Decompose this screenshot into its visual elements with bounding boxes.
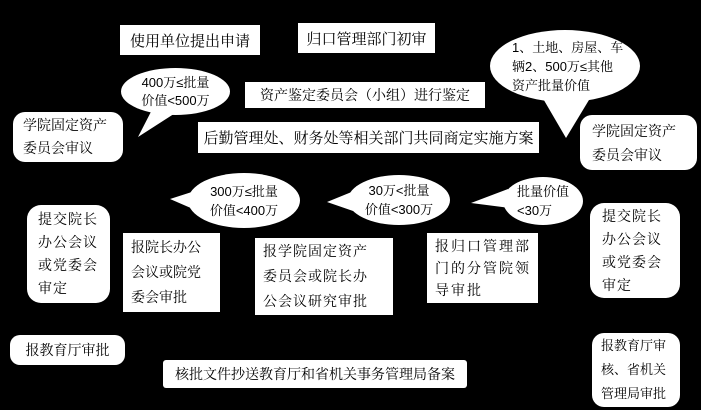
node-report-president-office-line1: 报院长办公 xyxy=(131,239,201,255)
node-education-dept-right-line1: 报教育厅审 xyxy=(601,338,667,353)
node-education-dept-right-line2: 核、省机关 xyxy=(601,362,667,377)
bubble-below-30 xyxy=(503,177,583,225)
node-report-dept-leader-line1: 报归口管理部 xyxy=(435,238,531,254)
node-report-dept-leader-line3: 导审批 xyxy=(435,282,483,298)
bubble-below-30-line2: <30万 xyxy=(517,203,553,218)
bubble-below-30-line1: 批量价值 xyxy=(517,184,570,199)
node-report-asset-committee-line3: 公会议研究审批 xyxy=(263,293,368,309)
node-committee-review-left-line1: 学院固定资产 xyxy=(23,117,107,133)
bubble-land-house-vehicle xyxy=(490,30,640,102)
node-submit-president-left-line1: 提交院长 xyxy=(38,211,98,227)
node-committee-review-right-line2: 委员会审议 xyxy=(592,146,662,163)
node-committee-review-right-line1: 学院固定资产 xyxy=(592,122,676,139)
node-apply-request-text: 使用单位提出申请 xyxy=(129,32,250,50)
node-report-asset-committee-line1: 报学院固定资产 xyxy=(263,243,368,259)
node-filing-copy-text: 核批文件抄送教育厅和省机关事务管理局备案 xyxy=(175,366,455,382)
node-report-president-office-line3: 委会审批 xyxy=(131,289,187,305)
node-initial-review-text: 归口管理部门初审 xyxy=(306,30,427,48)
bubble-range-300-400-line1: 300万≤批量 xyxy=(210,183,278,199)
node-submit-president-left-line3: 或党委会 xyxy=(38,257,98,273)
bubble-range-30-300-line2: 价值<300万 xyxy=(364,202,434,217)
node-submit-president-left-line4: 审定 xyxy=(38,280,68,296)
node-submit-president-right-line1: 提交院长 xyxy=(602,207,662,224)
node-report-asset-committee-line2: 委员会或院长办 xyxy=(263,268,368,284)
node-submit-president-right-line2: 办公会议 xyxy=(602,230,662,247)
node-education-dept-right-line3: 管理局审批 xyxy=(601,386,667,401)
bubble-range-30-300-line1: 30万<批量 xyxy=(368,183,430,198)
node-submit-president-right-line3: 或党委会 xyxy=(602,253,662,270)
node-report-president-office-line2: 会议或院党 xyxy=(131,264,201,280)
node-report-dept-leader-line2: 门的分管院领 xyxy=(435,260,531,276)
bubble-range-400-500 xyxy=(121,68,230,115)
node-appraisal-committee-text: 资产鉴定委员会（小组）进行鉴定 xyxy=(260,87,470,103)
bubble-range-400-500-line1: 400万≤批量 xyxy=(141,74,210,90)
bubble-range-400-500-line2: 价值<500万 xyxy=(141,92,210,108)
bubble-range-30-300 xyxy=(348,175,450,225)
bubble-land-house-vehicle-line2: 辆2、500万≤其他 xyxy=(512,58,614,74)
node-joint-plan-text: 后勤管理处、财务处等相关部门共同商定实施方案 xyxy=(203,130,534,147)
bubble-range-300-400-line2: 价值<400万 xyxy=(209,202,279,218)
bubble-land-house-vehicle-line1: 1、土地、房屋、车 xyxy=(512,39,624,55)
node-education-dept-left-text: 报教育厅审批 xyxy=(25,342,110,358)
node-committee-review-left-line2: 委员会审议 xyxy=(23,140,93,156)
bubble-range-300-400 xyxy=(188,173,300,228)
node-submit-president-left-line2: 办公会议 xyxy=(38,234,98,250)
node-submit-president-right-line4: 审定 xyxy=(602,276,632,293)
bubble-land-house-vehicle-line3: 资产批量价值 xyxy=(512,77,591,93)
